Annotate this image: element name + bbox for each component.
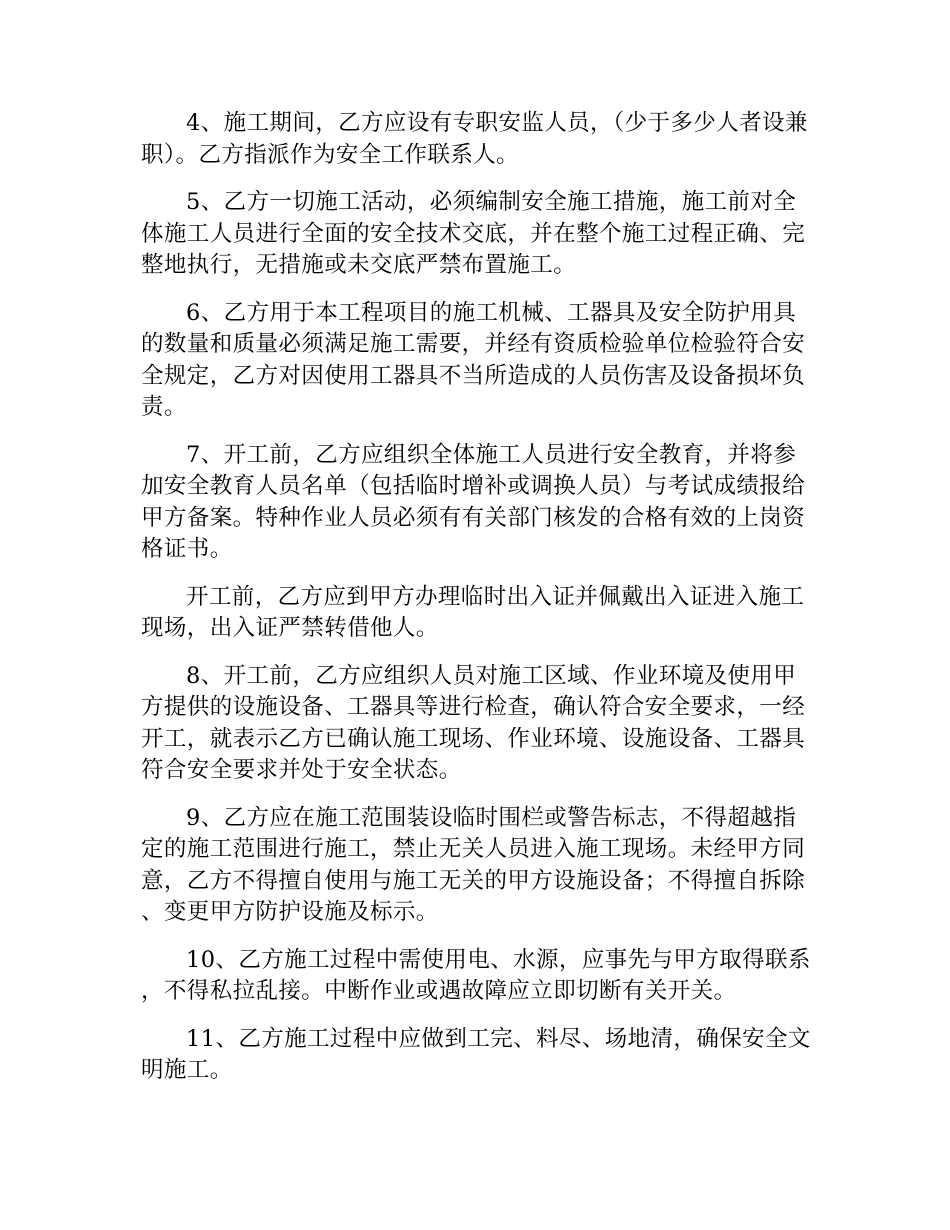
paragraph-clause-9: 9、乙方应在施工范围装设临时围栏或警告标志，不得超越指定的施工范围进行施工，禁止无关人员进入施工现场。未经甲方同意，乙方不得擅自使用与施工无关的甲方设施设备；不得擅自拆除、变更甲方防护设施及标示。: [141, 804, 806, 925]
paragraph-clause-7: 7、开工前，乙方应组织全体施工人员进行安全教育，并将参加安全教育人员名单（包括临时增补或调换人员）与考试成绩报给甲方备案。特种作业人员必须有有关部门核发的合格有效的上岗资格证书。: [141, 441, 806, 562]
paragraph-entry-pass: 开工前，乙方应到甲方办理临时出入证并佩戴出入证进入施工现场，出入证严禁转借他人。: [141, 583, 805, 641]
paragraph-clause-8: 8、开工前，乙方应组织人员对施工区域、作业环境及使用甲方提供的设施设备、工器具等进行检查，确认符合安全要求，一经开工，就表示乙方已确认施工现场、作业环境、设施设备、工器具符合安全要求并处于安全状态。: [141, 662, 806, 783]
paragraph-clause-11: 11、乙方施工过程中应做到工完、料尽、场地清，确保安全文明施工。: [141, 1025, 811, 1083]
paragraph-clause-6: 6、乙方用于本工程项目的施工机械、工器具及安全防护用具的数量和质量必须满足施工需要，并经有资质检验单位检验符合安全规定，乙方对因使用工器具不当所造成的人员伤害及设备损坏负责。: [141, 299, 806, 420]
paragraph-clause-4: 4、施工期间，乙方应设有专职安监人员，（少于多少人者设兼职）。乙方指派作为安全工作联系人。: [141, 110, 808, 168]
paragraph-clause-10: 10、乙方施工过程中需使用电、水源，应事先与甲方取得联系，不得私拉乱接。中断作业或遇故障应立即切断有关开关。: [141, 946, 811, 1004]
paragraph-clause-5: 5、乙方一切施工活动，必须编制安全施工措施，施工前对全体施工人员进行全面的安全技术交底，并在整个施工过程正确、完整地执行，无措施或未交底严禁布置施工。: [141, 189, 806, 278]
document-body: [141, 108, 813, 1103]
